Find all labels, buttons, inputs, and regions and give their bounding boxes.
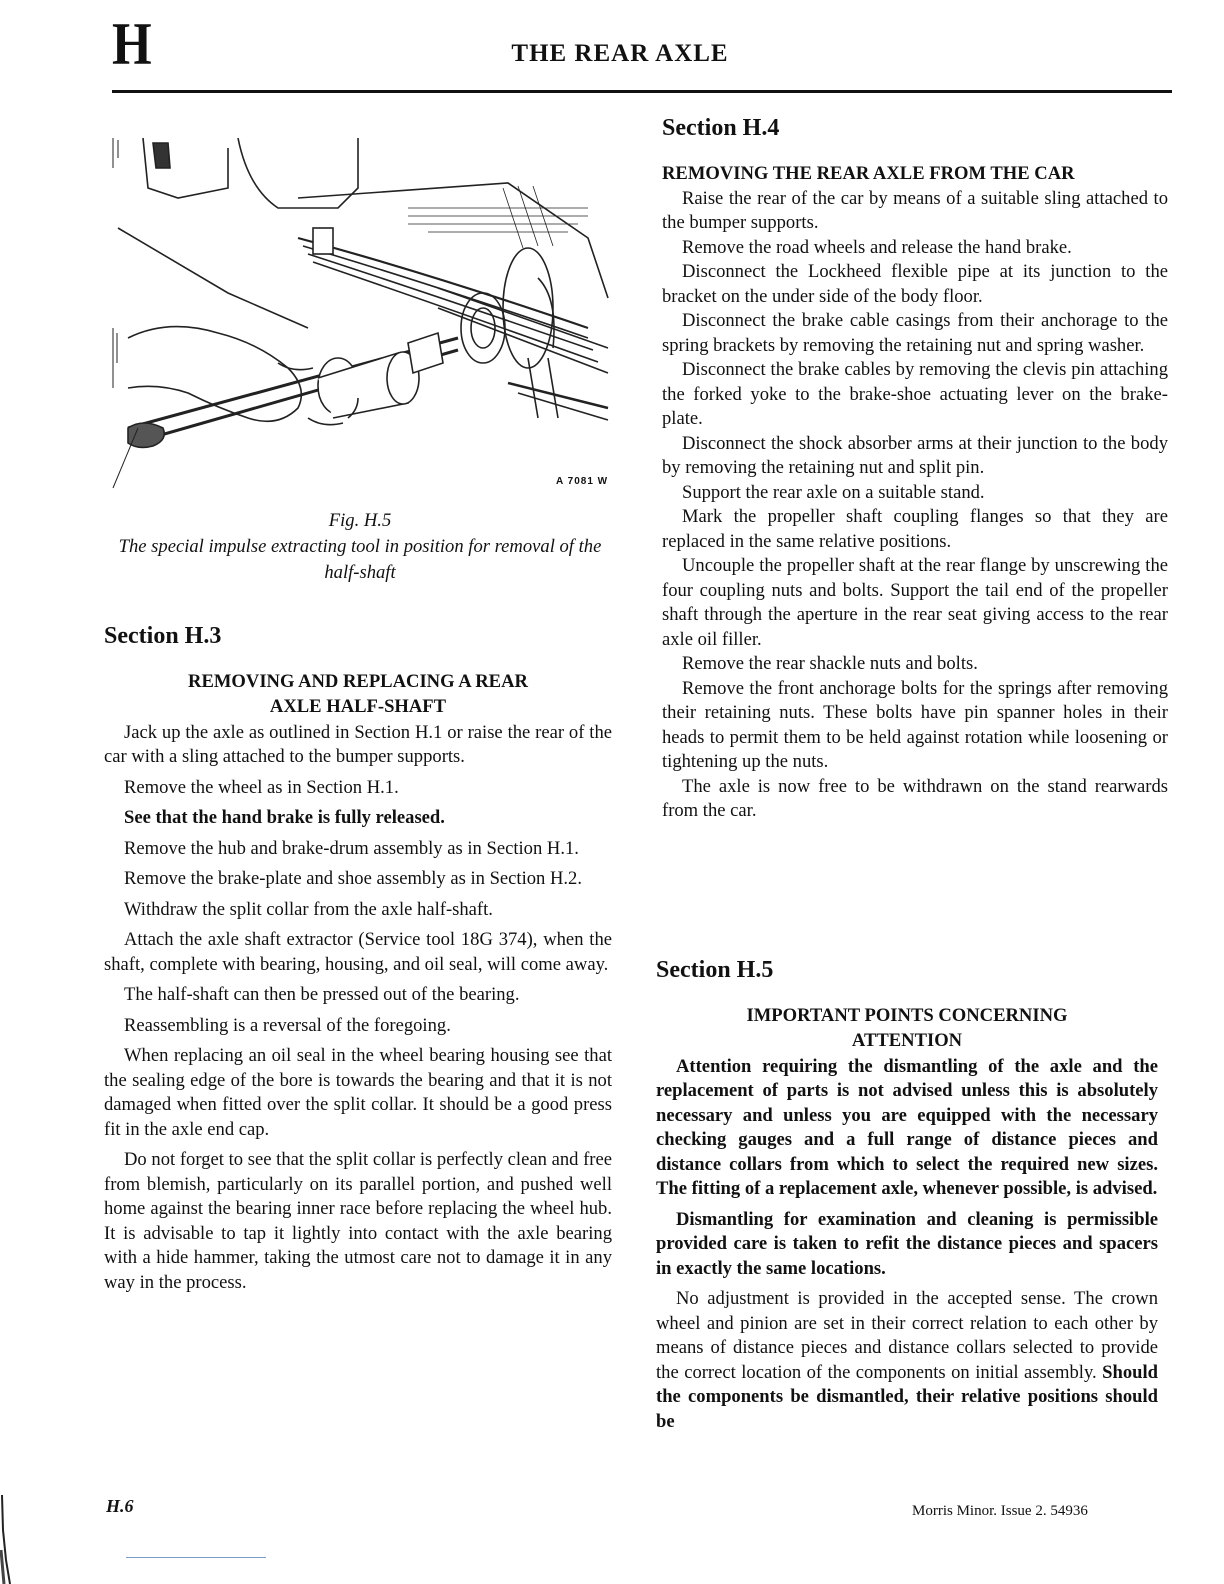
figure-caption-text: The special impulse extracting tool in position for removal of the half-shaft xyxy=(118,536,602,583)
h4-paragraph: The axle is now free to be withdrawn on the stand rearwards from the car. xyxy=(662,775,1168,821)
h5-bold-paragraph: Attention requiring the dismantling of the axle and the replacement of parts is not advised unless this is absolutely necessary and unless you are equipped with the necessary checking gauges and a full range of distance pieces and distance collars from which to select the required new sizes. The fitting of a replacement axle, whenever possible, is advised. xyxy=(656,1055,1158,1199)
header-rule xyxy=(112,90,1172,93)
page-title: THE REAR AXLE xyxy=(511,40,729,67)
section-h5-subheading-line1: IMPORTANT POINTS CONCERNING xyxy=(746,1004,1068,1026)
scan-edge-mark xyxy=(0,1490,14,1584)
figure-code: A 7081 W xyxy=(556,476,609,487)
section-h4-heading: Section H.4 xyxy=(662,115,780,141)
page-number: H.6 xyxy=(106,1496,134,1516)
section-h4-subheading: REMOVING THE REAR AXLE FROM THE CAR xyxy=(662,162,1075,184)
h3-paragraph-bold: See that the hand brake is fully released. xyxy=(124,807,445,828)
h4-paragraph: Mark the propeller shaft coupling flanges so that they are replaced in the same relative positions. xyxy=(662,506,1168,552)
section-h3 xyxy=(104,624,612,1301)
figure-caption xyxy=(110,508,610,586)
figure-illustration xyxy=(108,128,613,493)
section-h3-subheading-line1: REMOVING AND REPLACING A REAR xyxy=(188,670,528,692)
h4-paragraph: Remove the front anchorage bolts for the springs after removing their retaining nuts. These bolts have pin spanner holes in their heads to permit them to be held against rotation while loosening or tightening up the nuts. xyxy=(662,677,1168,772)
section-h5 xyxy=(656,958,1158,1440)
section-h3-subheading xyxy=(104,669,612,719)
h3-paragraph: When replacing an oil seal in the wheel bearing housing see that the sealing edge of the bore is towards the bearing and that it is not damaged when fitted over the split collar. It should be a good press fit in the axle end cap. xyxy=(104,1045,612,1140)
figure-label: Fig. H.5 xyxy=(328,510,392,531)
h5-last-paragraph xyxy=(656,1287,1158,1434)
section-h5-subheading xyxy=(656,1003,1158,1053)
h4-paragraph: Disconnect the brake cable casings from their anchorage to the spring brackets by removing the retaining nut and spring washer. xyxy=(662,310,1168,356)
footer-rule xyxy=(126,1557,266,1558)
h3-paragraph: Withdraw the split collar from the axle half-shaft. xyxy=(124,898,493,920)
h3-paragraph: Do not forget to see that the split collar is perfectly clean and free from blemish, particularly on its parallel portion, and pushed well home against the bearing inner race before replacing the wheel hub. It is advisable to tap it lightly into contact with the axle bearing with a hide hammer, taking the utmost care not to damage it in any way in the process. xyxy=(104,1149,612,1293)
h4-paragraph: Uncouple the propeller shaft at the rear flange by unscrewing the four coupling nuts and bolts. Support the tail end of the propeller shaft through the aperture in the rear seat giving access to the rear axle oil filler. xyxy=(662,555,1168,650)
h3-paragraph: Reassembling is a reversal of the foregoing. xyxy=(124,1014,451,1036)
h3-paragraph: Jack up the axle as outlined in Section H.1 or raise the rear of the car with a sling attached to the bumper supports. xyxy=(104,721,612,767)
section-h3-heading: Section H.3 xyxy=(104,623,222,649)
h4-paragraph: Disconnect the brake cables by removing the clevis pin attaching the forked yoke to the brake-shoe actuating lever on the brake-plate. xyxy=(662,359,1168,429)
h3-paragraph: Attach the axle shaft extractor (Service tool 18G 374), when the shaft, complete with bearing, housing, and oil seal, will come away. xyxy=(104,929,612,975)
h3-paragraph: The half-shaft can then be pressed out of the bearing. xyxy=(124,984,520,1005)
h5-bold-paragraph: Dismantling for examination and cleaning is permissible provided care is taken to refit the distance pieces and spacers in exactly the same locations. xyxy=(656,1208,1158,1279)
h5-last-paragraph-bold: Should the components be dismantled, their relative positions should be xyxy=(656,1361,1158,1432)
h4-paragraph: Remove the rear shackle nuts and bolts. xyxy=(682,653,978,674)
section-h4 xyxy=(662,116,1168,824)
h4-paragraph: Remove the road wheels and release the hand brake. xyxy=(682,236,1072,258)
h3-paragraph: Remove the wheel as in Section H.1. xyxy=(124,776,399,798)
h4-paragraph: Disconnect the shock absorber arms at their junction to the body by removing the retaining nut and split pin. xyxy=(662,432,1168,478)
section-h5-heading: Section H.5 xyxy=(656,957,774,983)
h4-paragraph: Raise the rear of the car by means of a suitable sling attached to the bumper supports. xyxy=(662,187,1168,233)
axle-extractor-drawing xyxy=(108,128,613,493)
section-h3-subheading-line2: AXLE HALF-SHAFT xyxy=(269,695,447,717)
section-h5-subheading-line2: ATTENTION xyxy=(851,1029,963,1051)
publication-info: Morris Minor. Issue 2. 54936 xyxy=(912,1503,1088,1519)
h5-last-paragraph-normal: No adjustment is provided in the accepted sense. The crown wheel and pinion are set in their correct relation to each other by means of distance pieces and distance collars selected to provide the correct location of the components on initial assembly. xyxy=(656,1288,1158,1383)
section-letter: H xyxy=(112,11,152,77)
h4-paragraph: Disconnect the Lockheed flexible pipe at its junction to the bracket on the under side of the body floor. xyxy=(662,261,1168,307)
h4-paragraph: Support the rear axle on a suitable stand. xyxy=(682,481,985,503)
h3-paragraph: Remove the brake-plate and shoe assembly as in Section H.2. xyxy=(124,868,583,889)
h3-paragraph: Remove the hub and brake-drum assembly as in Section H.1. xyxy=(124,837,579,859)
